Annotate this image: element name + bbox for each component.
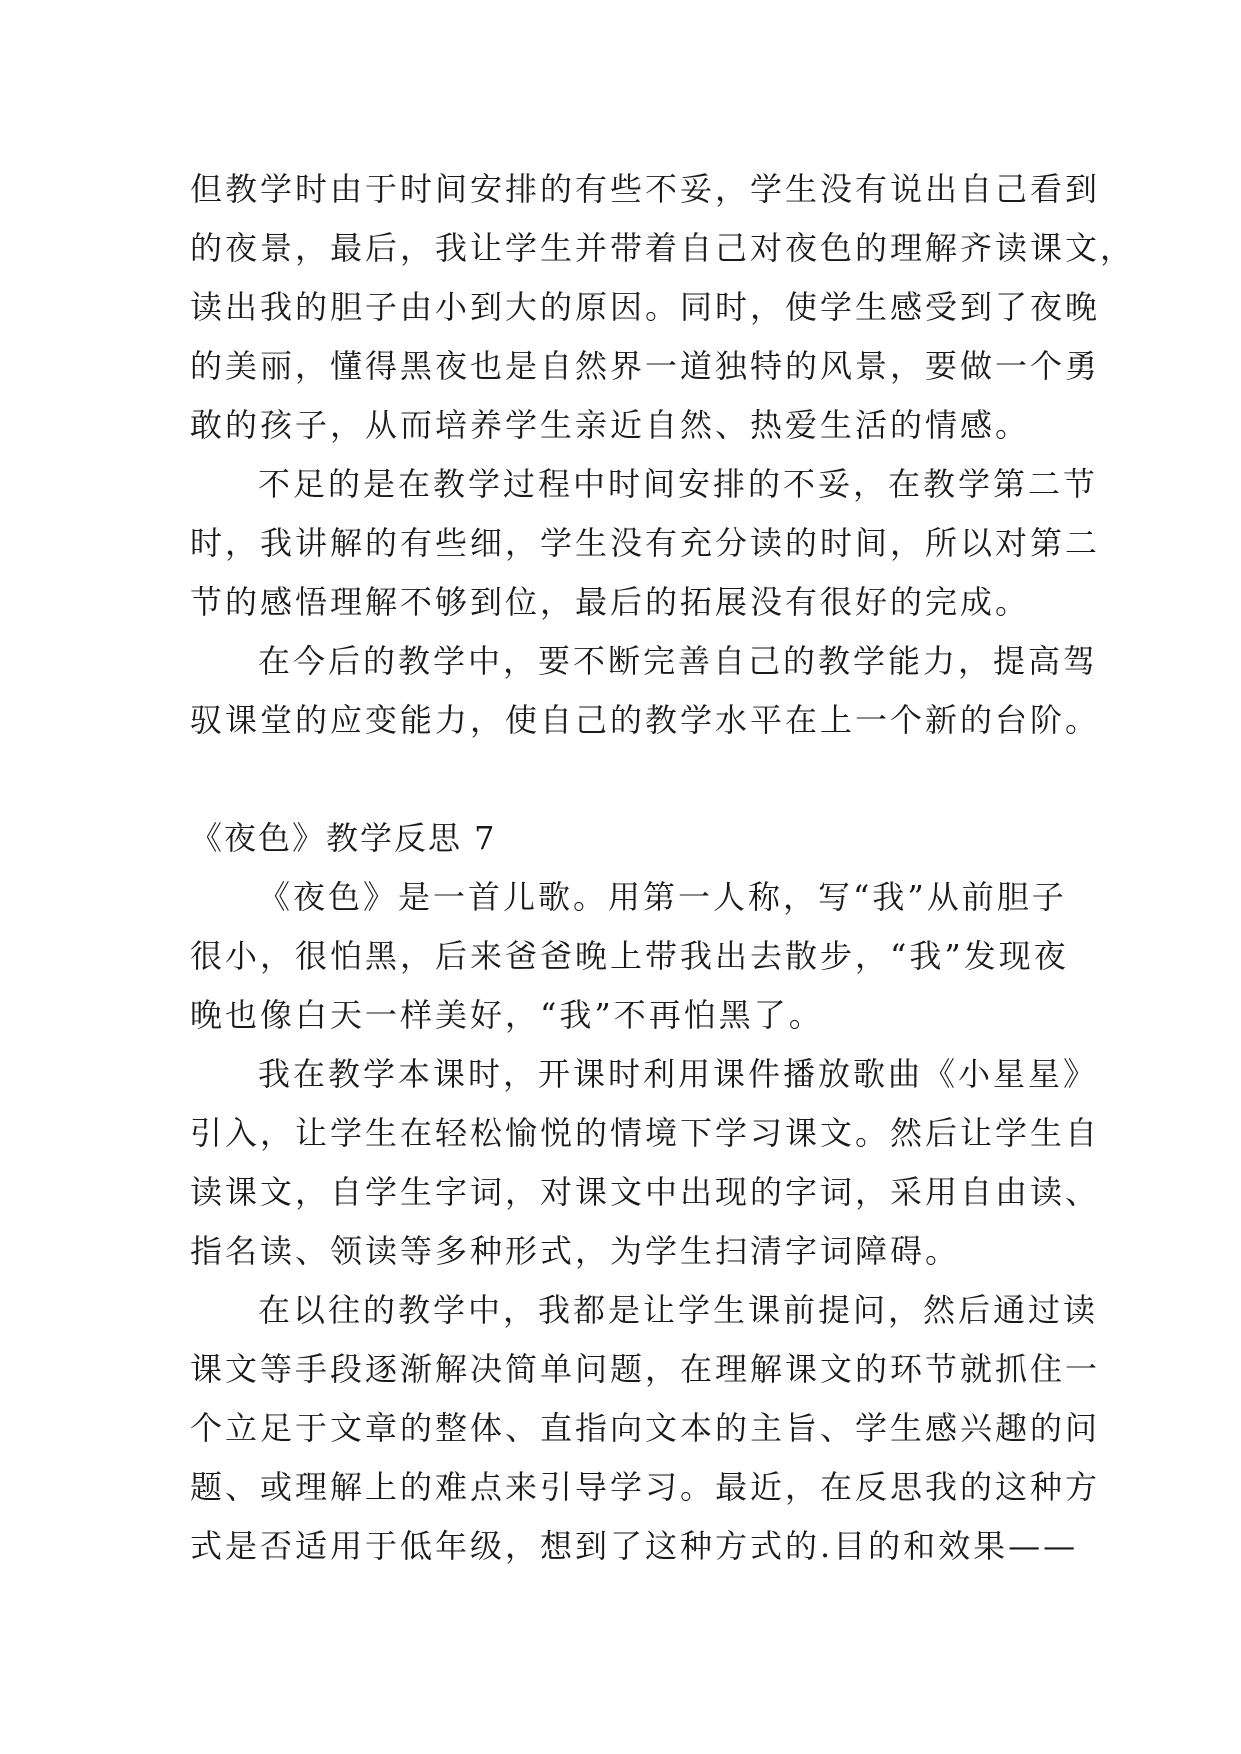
text-line: 节的感悟理解不够到位，最后的拓展没有很好的完成。 xyxy=(190,583,1031,621)
paragraph xyxy=(190,455,1101,632)
text-line: 课文等手段逐渐解决简单问题，在理解课文的环节就抓住一 xyxy=(190,1350,1101,1388)
text-line: 很小，很怕黑，后来爸爸晚上带我出去散步，“我”发现夜 xyxy=(190,937,1069,975)
text-line: 驭课堂的应变能力，使自己的教学水平在上一个新的台阶。 xyxy=(190,701,1101,739)
text-line: 指名读、领读等多种形式，为学生扫清字词障碍。 xyxy=(190,1232,961,1270)
paragraph xyxy=(190,1281,1101,1576)
text-line: 《夜色》是一首儿歌。用第一人称，写“我”从前胆子 xyxy=(258,878,1067,916)
paragraph xyxy=(190,632,1101,750)
paragraph xyxy=(190,160,1136,455)
text-line: 式是否适用于低年级，想到了这种方式的.目的和效果—— xyxy=(190,1527,1079,1565)
text-line: 题、或理解上的难点来引导学习。最近，在反思我的这种方 xyxy=(190,1468,1101,1506)
text-line: 个立足于文章的整体、直指向文本的主旨、学生感兴趣的问 xyxy=(190,1409,1101,1447)
paragraph xyxy=(190,1045,1101,1281)
section-heading: 《夜色》教学反思 7 xyxy=(190,819,497,857)
text-line: 引入，让学生在轻松愉悦的情境下学习课文。然后让学生自 xyxy=(190,1114,1101,1152)
text-line: 的美丽，懂得黑夜也是自然界一道独特的风景，要做一个勇 xyxy=(190,347,1101,385)
text-line: 在今后的教学中，要不断完善自己的教学能力，提高驾 xyxy=(258,642,1099,680)
paragraph xyxy=(190,868,1070,1045)
text-line: 不足的是在教学过程中时间安排的不妥，在教学第二节 xyxy=(258,465,1099,503)
text-line: 在以往的教学中，我都是让学生课前提问，然后通过读 xyxy=(258,1291,1099,1329)
text-line: 时，我讲解的有些细，学生没有充分读的时间，所以对第二 xyxy=(190,524,1101,562)
text-line: 读出我的胆子由小到大的原因。同时，使学生感受到了夜晚 xyxy=(190,288,1101,326)
text-line: 的夜景，最后，我让学生并带着自己对夜色的理解齐读课文， xyxy=(190,229,1136,267)
text-line: 读课文，自学生字词，对课文中出现的字词，采用自由读、 xyxy=(190,1173,1101,1211)
section-gap xyxy=(190,750,1070,809)
text-line: 但教学时由于时间安排的有些不妥，学生没有说出自己看到 xyxy=(190,170,1101,208)
document-body xyxy=(190,160,1136,1576)
text-line: 敢的孩子，从而培养学生亲近自然、热爱生活的情感。 xyxy=(190,406,1031,444)
text-line: 我在教学本课时，开课时利用课件播放歌曲《小星星》 xyxy=(258,1055,1099,1093)
text-line: 晚也像白天一样美好，“我”不再怕黑了。 xyxy=(190,996,824,1034)
